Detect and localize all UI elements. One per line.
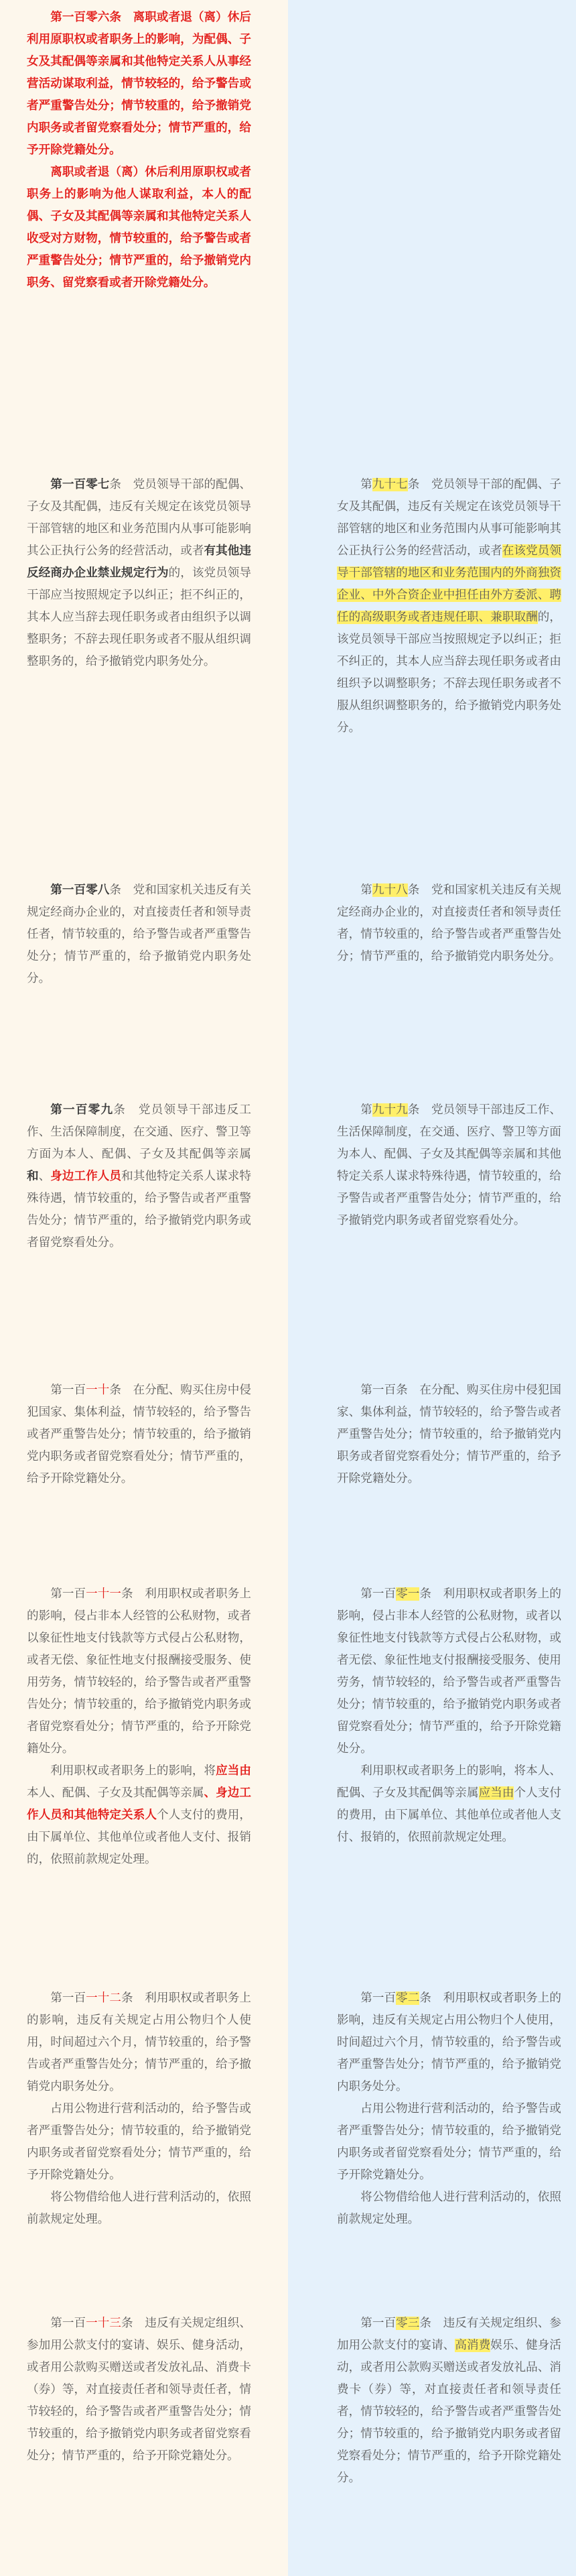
paragraph xyxy=(27,2187,251,2231)
paragraph xyxy=(337,1379,561,1490)
emphasized-text: 第一百零七 xyxy=(50,478,110,491)
paragraph xyxy=(337,1099,561,1232)
text-segment: 占用公物进行营利活动的，给予警告或者严重警告处分；情节较重的，给予撤销党内职务或者留党察看处分；情节严重的，给予开除党籍处分。 xyxy=(337,2102,561,2182)
paragraph xyxy=(337,2313,561,2490)
block-3-left xyxy=(27,1099,251,1254)
text-segment: 条 利用职权或者职务上的影响，侵占非本人经管的公私财物，或者以象征性地支付钱款等方式侵占公私财物，或者无偿、象征性地支付报酬接受服务、使用劳务，情节较轻的，给予警告或者严重警告处分；情节较重的，给予撤销党内职务或者留党察看处分；情节严重的，给予开除党籍处分。 xyxy=(337,1587,561,1756)
text-segment: 的，该党员领导干部应当按照规定予以纠正；拒不纠正的，其本人应当辞去现任职务或者由组织予以调整职务；不辞去现任职务或者不服从组织调整职务的，给予撤销党内职务处分。 xyxy=(337,611,561,735)
text-segment: 个人支付的费用，由下属单位、其他单位或者他人支付、报销的，依照前款规定处理。 xyxy=(337,1786,561,1844)
block-0-left xyxy=(27,7,251,294)
paragraph xyxy=(337,1583,561,1760)
text-segment: 条 违反有关规定组织、参加用公款支付的宴请、娱乐、健身活动，或者用公款购买赠送或者发放礼品、消费卡（券）等，对直接责任者和领导责任者，情节较轻的，给予警告或者严重警告处分；情节较重的，给予撤销党内职务或者留党察看处分；情节严重的，给予开除党籍处分。 xyxy=(27,2317,251,2463)
text-segment: 第一百 xyxy=(50,1384,86,1397)
block-2-left xyxy=(27,879,251,990)
text-segment: 第一百 xyxy=(360,1991,397,2005)
emphasized-text: 身边工作人员 xyxy=(50,1170,122,1183)
text-segment: 条 利用职权或者职务上的影响，侵占非本人经管的公私财物，或者以象征性地支付钱款等方式侵占公私财物，或者无偿、象征性地支付报酬接受服务、使用劳务，情节较轻的，给予警告或者严重警告处分；情节较重的，给予撤销党内职务或者留党察看处分；情节严重的，给予开除党籍处分。 xyxy=(27,1587,251,1756)
paragraph xyxy=(27,1760,251,1871)
paragraph xyxy=(337,2187,561,2231)
block-1-right xyxy=(337,474,561,739)
text-segment: 条 在分配、购买住房中侵犯国家、集体利益，情节较轻的，给予警告或者严重警告处分；情节较重的，给予撤销党内职务或者留党察看处分；情节严重的，给予开除党籍处分。 xyxy=(27,1384,251,1485)
block-3-right xyxy=(337,1099,561,1232)
text-segment: 条 党员领导干部违反工作、生活保障制度，在交通、医疗、警卫等方面为本人、配偶、子女及其配偶等亲属 xyxy=(27,1103,251,1161)
text-segment: 、 xyxy=(38,1170,51,1183)
paragraph xyxy=(337,474,561,739)
emphasized-text: 、身边工作人员和其他特定关系人 xyxy=(27,1786,251,1822)
text-segment: 条 违反有关规定组织、参加用公款支付的宴请、 xyxy=(337,2317,561,2352)
block-7-right xyxy=(337,2313,561,2490)
paragraph xyxy=(337,1987,561,2098)
text-segment: 条 党员领导干部违反工作、生活保障制度，在交通、医疗、警卫等方面为本人、配偶、子女及其配偶等亲属和其他特定关系人谋求特殊待遇，情节较重的，给予警告或者严重警告处分；情节严重的，给予撤销党内职务或者留党察看处分。 xyxy=(337,1103,561,1227)
highlighted-text: 九十八 xyxy=(372,883,408,897)
text-segment: 条 利用职权或者职务上的影响，违反有关规定占用公物归个人使用，时间超过六个月，情节较重的，给予警告或者严重警告处分；情节严重的，给予撤销党内职务处分。 xyxy=(27,1991,251,2093)
text-segment: 第一百 xyxy=(360,2317,397,2330)
text-segment: 第一百条 在分配、购买住房中侵犯国家、集体利益，情节较轻的，给予警告或者严重警告处分；情节较重的，给予撤销党内职务或者留党察看处分；情节严重的，给予开除党籍处分。 xyxy=(337,1384,561,1485)
highlighted-text: 零一 xyxy=(396,1587,420,1601)
highlighted-text: 在该党员领导干部管辖的地区和业务范围内的外商独资企业、中外合资企业中担任由外方委派、聘任的高级职务或者违规任职、兼职取酬 xyxy=(337,544,561,624)
block-1-left xyxy=(27,474,251,673)
highlighted-text: 零二 xyxy=(396,1991,420,2005)
text-segment: 个人支付的费用，由下属单位、其他单位或者他人支付、报销的，依照前款规定处理。 xyxy=(27,1808,251,1866)
text-segment: 条 党和国家机关违反有关规定经商办企业的，对直接责任者和领导责任者，情节较重的，给予警告或者严重警告处分；情节严重的，给予撤销党内职务处分。 xyxy=(27,883,251,985)
text-segment: 第一百 xyxy=(360,1587,397,1601)
paragraph xyxy=(27,7,251,162)
highlighted-text: 高消费 xyxy=(455,2339,491,2352)
text-segment: 和其他特定关系人谋求特殊待遇，情节较重的，给予警告或者严重警告处分；情节严重的，给予撤销党内职务或者留党察看处分。 xyxy=(27,1170,251,1249)
block-6-left xyxy=(27,1987,251,2231)
text-segment: 第一百 xyxy=(50,1991,86,2005)
text-segment: 的，该党员领导干部应当按照规定予以纠正；拒不纠正的，其本人应当辞去现任职务或者由组织予以调整职务；不辞去现任职务或者不服从组织调整职务的，给予撤销党内职务处分。 xyxy=(27,566,251,668)
paragraph xyxy=(27,1099,251,1254)
text-segment: 第 xyxy=(360,1103,372,1117)
text-segment: 本人、配偶、子女及其配偶等亲属 xyxy=(27,1786,204,1800)
emphasized-text: 第一百零六条 离职或者退（离）休后利用原职权或者职务上的影响，为配偶、子女及其配偶等亲属和其他特定关系人从事经营活动谋取利益，情节较轻的，给予警告或者严重警告处分；情节较重的，给予撤销党内职务或者留党察看处分；情节严重的，给予开除党籍处分。 xyxy=(27,11,251,157)
emphasized-text: 应当由 xyxy=(216,1764,251,1778)
block-5-right xyxy=(337,1583,561,1849)
text-segment: 娱乐、健身活动，或者用公款购买赠送或者发放礼品、消费卡（券）等，对直接责任者和领导责任者，情节较轻的，给予警告或者严重警告处分；情节较重的，给予撤销党内职务或者留党察看处分；情节严重的，给予开除党籍处分。 xyxy=(337,2339,561,2485)
text-segment: 将公物借给他人进行营利活动的，依照前款规定处理。 xyxy=(337,2191,561,2226)
block-2-right xyxy=(337,879,561,968)
text-segment: 条 党和国家机关违反有关规定经商办企业的，对直接责任者和领导责任者，情节较重的，给予警告或者严重警告处分；情节严重的，给予撤销党内职务处分。 xyxy=(337,883,561,963)
text-segment: 条 党员领导干部的配偶、子女及其配偶，违反有关规定在该党员领导干部管辖的地区和业务范围内从事可能影响其公正执行公务的经营活动，或者 xyxy=(337,478,561,558)
paragraph xyxy=(337,1760,561,1849)
text-segment: 第一百 xyxy=(50,1587,86,1601)
text-segment: 占用公物进行营利活动的，给予警告或者严重警告处分；情节较重的，给予撤销党内职务或者留党察看处分；情节严重的，给予开除党籍处分。 xyxy=(27,2102,251,2182)
emphasized-text: 第一百零八 xyxy=(50,883,110,897)
paragraph xyxy=(27,2313,251,2467)
highlighted-text: 九十七 xyxy=(372,478,408,491)
emphasized-text: 一十三 xyxy=(86,2317,122,2330)
paragraph xyxy=(27,879,251,990)
text-segment: 将公物借给他人进行营利活动的，依照前款规定处理。 xyxy=(27,2191,251,2226)
paragraph xyxy=(337,879,561,968)
block-4-right xyxy=(337,1379,561,1490)
emphasized-text: 和 xyxy=(27,1170,39,1183)
paragraph xyxy=(337,2098,561,2187)
emphasized-text: 一十一 xyxy=(86,1587,122,1601)
emphasized-text: 一十 xyxy=(86,1384,110,1397)
text-segment: 第 xyxy=(360,478,372,491)
emphasized-text: 一十二 xyxy=(86,1991,122,2005)
paragraph xyxy=(27,162,251,294)
highlighted-text: 九十九 xyxy=(372,1103,408,1117)
text-segment: 利用职权或者职务上的影响，将 xyxy=(50,1764,216,1778)
text-segment: 条 党员领导干部的配偶、子女及其配偶，违反有关规定在该党员领导干部管辖的地区和业务范围内从事可能影响其公正执行公务的经营活动，或者 xyxy=(27,478,251,558)
paragraph xyxy=(27,474,251,673)
highlighted-text: 应当由 xyxy=(478,1786,514,1800)
paragraph xyxy=(27,2098,251,2187)
text-segment: 第一百 xyxy=(50,2317,86,2330)
emphasized-text: 有其他违反经商办企业禁业规定行为 xyxy=(27,544,251,580)
emphasized-text: 离职或者退（离）休后利用原职权或者职务上的影响为他人谋取利益，本人的配偶、子女及其配偶等亲属和其他特定关系人收受对方财物，情节较重的，给予警告或者严重警告处分；情节严重的，给予撤销党内职务、留党察看或者开除党籍处分。 xyxy=(27,166,251,290)
paragraph xyxy=(27,1987,251,2098)
text-segment: 利用职权或者职务上的影响，将本人、配偶、子女及其配偶等亲属 xyxy=(337,1764,561,1800)
block-4-left xyxy=(27,1379,251,1490)
block-6-right xyxy=(337,1987,561,2231)
block-7-left xyxy=(27,2313,251,2467)
paragraph xyxy=(27,1379,251,1490)
emphasized-text: 第一百零九 xyxy=(50,1103,114,1117)
block-5-left xyxy=(27,1583,251,1871)
text-segment: 第 xyxy=(360,883,372,897)
text-segment: 条 利用职权或者职务上的影响，违反有关规定占用公物归个人使用，时间超过六个月，情节较重的，给予警告或者严重警告处分；情节严重的，给予撤销党内职务处分。 xyxy=(337,1991,561,2093)
highlighted-text: 零三 xyxy=(396,2317,420,2330)
paragraph xyxy=(27,1583,251,1760)
